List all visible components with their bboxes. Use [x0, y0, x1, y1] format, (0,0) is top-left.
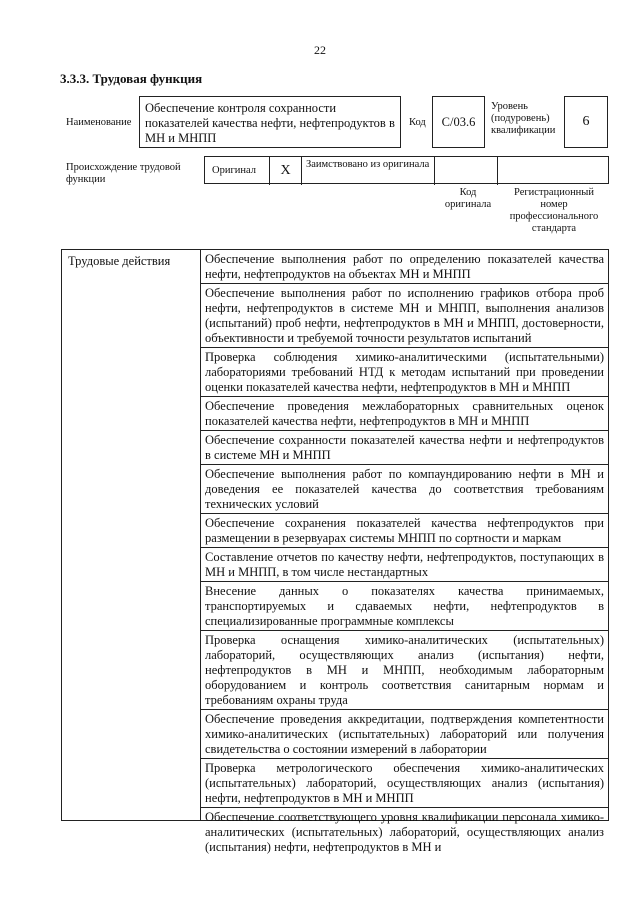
- section-title: 3.3.3. Трудовая функция: [60, 71, 203, 86]
- origin-table: [204, 156, 609, 184]
- labor-action-item: Обеспечение проведения межлабораторных сравнительных оценок показателей качества нефти, нефтепродуктов в МН и МНПП: [201, 397, 608, 431]
- name-value: Обеспечение контроля сохранности показателей качества нефти, нефтепродуктов в МН и МНПП: [139, 96, 401, 148]
- page-number: 22: [314, 43, 326, 57]
- labor-action-item: Проверка соблюдения химико-аналитическими (испытательными) лабораториями требований НТД к методам испытаний при проведении оценки показателей качества нефти, нефтепродуктов в МН и МНПП: [201, 348, 608, 397]
- labor-action-item: Обеспечение соответствующего уровня квалификации персонала химико-аналитических (испытательных) лабораторий, осуществляющих анализ (испытания) нефти, нефтепродуктов в МН и: [205, 810, 604, 854]
- level-label: Уровень (подуровень) квалификации: [491, 101, 556, 136]
- labor-actions-label: Трудовые действия: [68, 254, 171, 268]
- labor-actions-list: [201, 250, 608, 856]
- origin-label: Происхождение трудовой функции: [66, 162, 181, 185]
- labor-action-item: Составление отчетов по качеству нефти, нефтепродуктов, поступающих в МН и МНПП, в том числе нестандартных: [201, 548, 608, 582]
- original-code-cell: [435, 157, 498, 185]
- borrowed-label: Заимствовано из оригинала: [302, 157, 435, 185]
- labor-action-item: Проверка оснащения химико-аналитических (испытательных) лабораторий, осуществляющих анализ (испытания) нефти, нефтепродуктов в МН и МНПП, необходимым лабораторным оборудованием и контроль соответствия санитарным нормам и требованиям охраны труда: [201, 631, 608, 710]
- original-code-caption: Код оригинала: [444, 187, 492, 210]
- reg-number-caption: Регистрационный номер профессионального стандарта: [509, 187, 599, 234]
- labor-action-item: Внесение данных о показателях качества принимаемых, транспортируемых и сдаваемых нефти, нефтепродуктов в специализированные программные комплексы: [201, 582, 608, 631]
- code-label: Код: [409, 117, 426, 128]
- labor-action-item: Проверка метрологического обеспечения химико-аналитических (испытательных) лабораторий, осуществляющих анализ (испытания) нефти, нефтепродуктов в МН и МНПП: [201, 759, 608, 808]
- name-label: Наименование: [66, 117, 132, 128]
- original-mark: X: [270, 157, 302, 185]
- labor-actions-table: [61, 249, 609, 854]
- code-value: С/03.6: [432, 96, 485, 148]
- labor-action-item: Обеспечение выполнения работ по исполнению графиков отбора проб нефти, нефтепродуктов в системе МН и МНПП, выполнения анализов (испытаний) проб нефти, нефтепродуктов в МН и МНПП, достоверности, объективности и требуемой точности результатов испытаний: [201, 284, 608, 348]
- labor-action-item: Обеспечение проведения аккредитации, подтверждения компетентности химико-аналитических (испытательных) лабораторий или получения свидетельства о состоянии измерений в лаборатории: [201, 710, 608, 759]
- labor-action-item: Обеспечение сохранения показателей качества нефтепродуктов при размещении в резервуарах системы МНПП по сортности и маркам: [201, 514, 608, 548]
- labor-actions-label-cell: [62, 250, 201, 820]
- labor-action-item: Обеспечение выполнения работ по определению показателей качества нефти, нефтепродуктов на объектах МН и МНПП: [201, 250, 608, 284]
- level-value: 6: [564, 96, 608, 148]
- labor-action-item: Обеспечение сохранности показателей качества нефти и нефтепродуктов в системе МН и МНПП: [201, 431, 608, 465]
- original-label: Оригинал: [205, 157, 270, 185]
- labor-action-item: Обеспечение выполнения работ по компаундированию нефти в МН и доведения ее показателей качества до соответствия требованиям технических условий: [201, 465, 608, 514]
